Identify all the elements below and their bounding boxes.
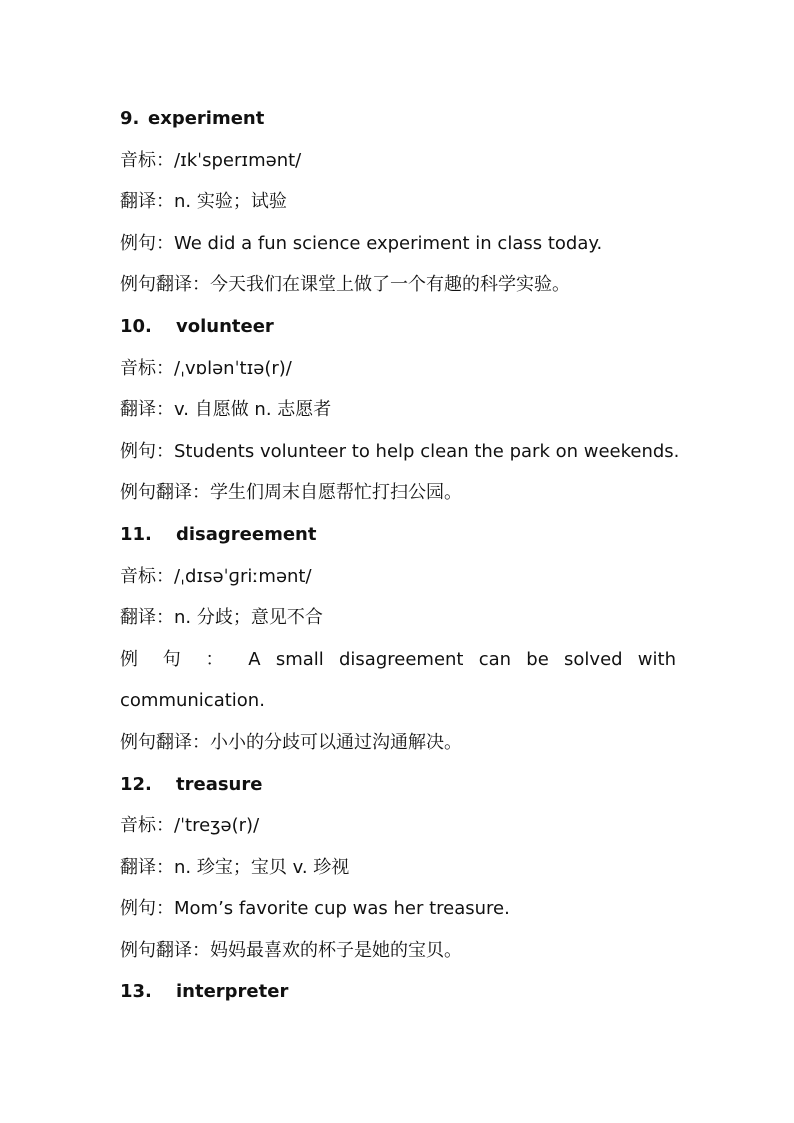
entry-heading	[120, 764, 676, 806]
example-translation-label: 例句翻译：	[120, 939, 210, 961]
translation-label: 翻译：	[120, 191, 174, 213]
translation-text: n. 实验；试验	[174, 191, 287, 213]
phonetic-text: /ˌdɪsəˈɡriːmənt/	[174, 565, 312, 587]
phonetic-line	[120, 805, 676, 847]
entry-number: 9.	[120, 108, 140, 129]
vocabulary-list	[120, 98, 680, 1013]
entry-word: interpreter	[176, 981, 289, 1003]
translation-line	[120, 181, 676, 223]
translation-label: 翻译：	[120, 607, 174, 629]
translation-label: 翻译：	[120, 856, 174, 878]
example-line-continued	[120, 680, 676, 722]
entry-number: 10.	[120, 315, 152, 337]
example-text: Mom’s favorite cup was her treasure.	[174, 898, 510, 920]
example-label: 例句：	[120, 440, 174, 462]
example-translation-text: 妈妈最喜欢的杯子是她的宝贝。	[210, 939, 462, 961]
entry-word: experiment	[148, 108, 265, 129]
phonetic-line	[120, 348, 676, 390]
phonetic-label: 音标：	[120, 565, 174, 587]
phonetic-text: /ˈtreʒə(r)/	[174, 815, 260, 837]
phonetic-line	[120, 556, 676, 598]
translation-line	[120, 847, 676, 889]
entry-number: 13.	[120, 981, 152, 1003]
example-line	[120, 888, 676, 930]
phonetic-text: /ˌvɒlənˈtɪə(r)/	[174, 357, 292, 379]
phonetic-text: /ɪkˈsperɪmənt/	[174, 149, 302, 171]
entry-heading	[120, 306, 676, 348]
entry-word: volunteer	[176, 315, 274, 337]
example-translation-label: 例句翻译：	[120, 731, 210, 753]
entry-number: 11.	[120, 523, 152, 545]
phonetic-label: 音标：	[120, 357, 174, 379]
example-translation-label: 例句翻译：	[120, 274, 210, 296]
example-line	[120, 639, 676, 681]
translation-line	[120, 389, 676, 431]
example-translation-text: 小小的分歧可以通过沟通解决。	[210, 731, 462, 753]
example-translation-line	[120, 472, 676, 514]
translation-line	[120, 597, 676, 639]
example-translation-text: 学生们周末自愿帮忙打扫公园。	[210, 482, 462, 504]
example-line	[120, 223, 676, 265]
example-label: 例句：	[120, 232, 174, 254]
entry-word: treasure	[176, 773, 263, 795]
example-label: 例句：	[120, 898, 174, 920]
translation-text: n. 分歧；意见不合	[174, 607, 323, 629]
translation-text: v. 自愿做 n. 志愿者	[174, 399, 332, 421]
entry-heading	[120, 98, 676, 140]
example-label: 例 句 ：	[120, 648, 234, 670]
translation-label: 翻译：	[120, 399, 174, 421]
translation-text: n. 珍宝；宝贝 v. 珍视	[174, 856, 350, 878]
entry-heading	[120, 971, 676, 1013]
example-text: We did a fun science experiment in class today.	[174, 232, 603, 254]
example-translation-line	[120, 930, 676, 972]
phonetic-label: 音标：	[120, 815, 174, 837]
entry-number: 12.	[120, 773, 152, 795]
example-translation-label: 例句翻译：	[120, 482, 210, 504]
entry-heading	[120, 514, 676, 556]
example-text: A small disagreement can be solved with	[248, 648, 676, 670]
example-translation-text: 今天我们在课堂上做了一个有趣的科学实验。	[210, 274, 570, 296]
example-text-continued: communication.	[120, 690, 265, 712]
example-translation-line	[120, 264, 676, 306]
example-translation-line	[120, 722, 676, 764]
example-text: Students volunteer to help clean the park on weekends.	[174, 440, 680, 462]
phonetic-line	[120, 140, 676, 182]
entry-word: disagreement	[176, 523, 317, 545]
phonetic-label: 音标：	[120, 149, 174, 171]
example-line	[120, 431, 680, 473]
